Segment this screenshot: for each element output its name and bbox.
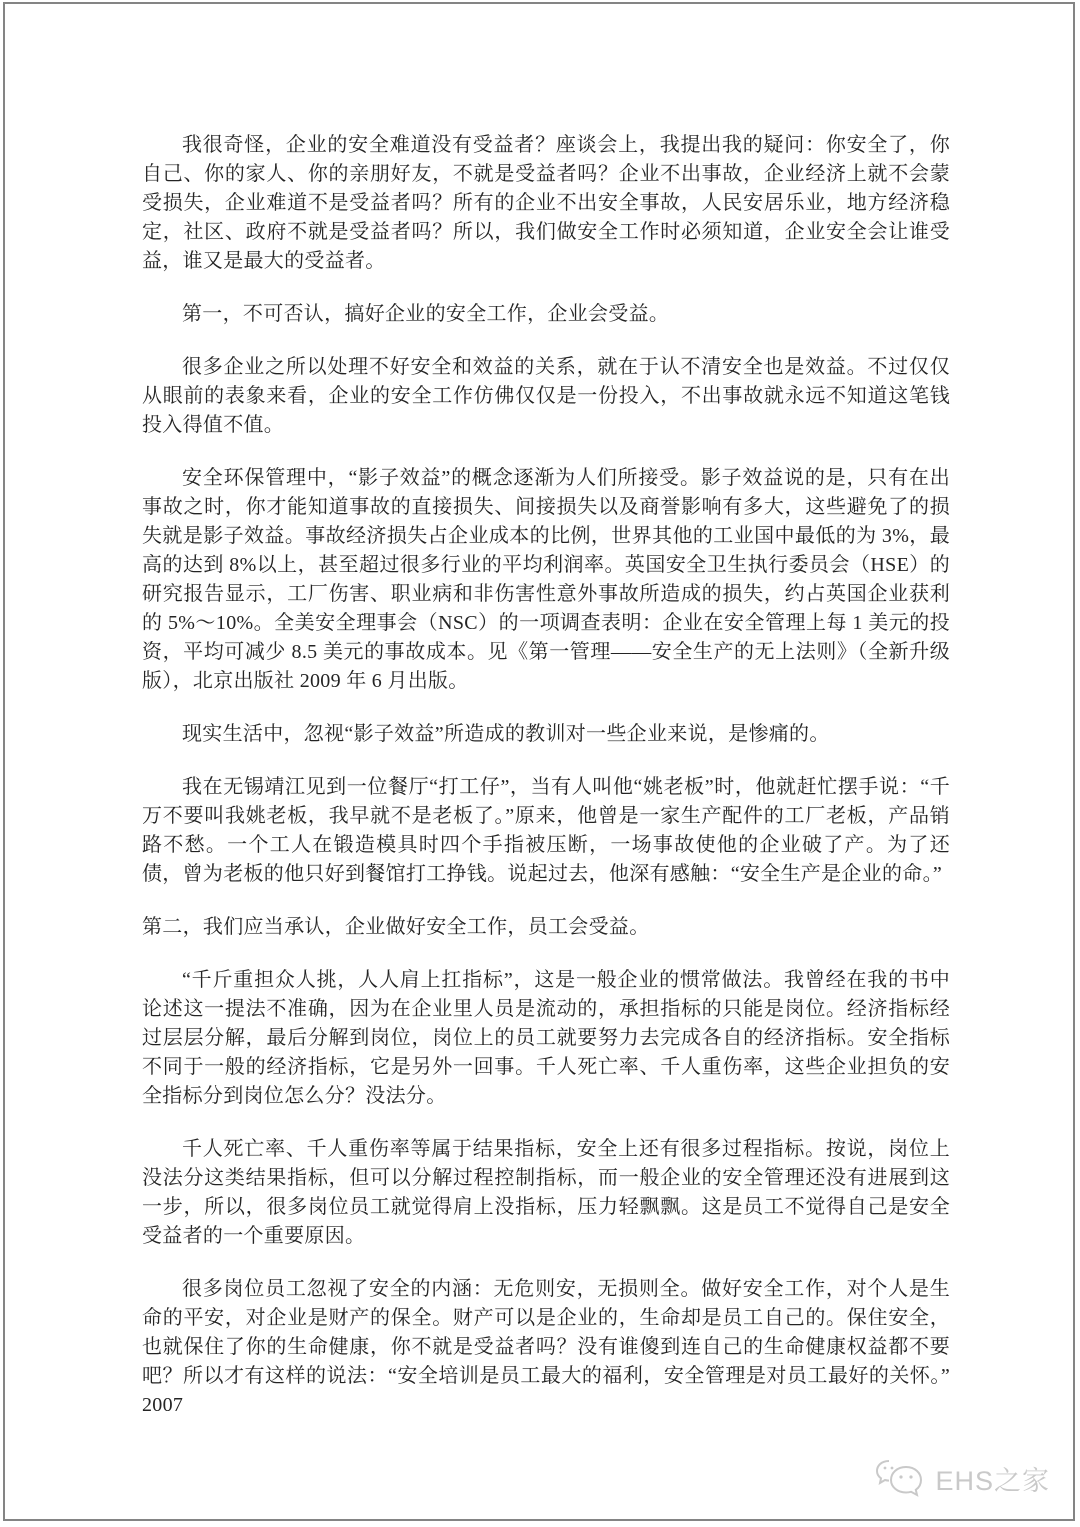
paragraph: 安全环保管理中，“影子效益”的概念逐渐为人们所接受。影子效益说的是，只有在出事故之时，你才能知道事故的直接损失、间接损失以及商誉影响有多大，这些避免了的损失就是影子效益。事故经济损失占企业成本的比例，世界其他的工业国中最低的为 3%，最高的达到 8%以上，甚至超过很多行业的平均利润率。英国安全卫生执行委员会（HSE）的研究报告显示，工厂伤害、职业病和非伤害性意外事故所造成的损失，约占英国企业获利的 5%～10%。全美安全理事会（NSC）的一项调查表明：企业在安全管理上每 1 美元的投资，平均可减少 8.5 美元的事故成本。见《第一管理——安全生产的无上法则》（全新升级版），北京出版社 2009 年 6 月出版。 — [142, 467, 950, 692]
section-heading-1: 第一，不可否认，搞好企业的安全工作，企业会受益。 — [182, 303, 670, 325]
paragraph: 千人死亡率、千人重伤率等属于结果指标，安全上还有很多过程指标。按说，岗位上没法分这类结果指标，但可以分解过程控制指标，而一般企业的安全管理还没有进展到这一步，所以，很多岗位员工就觉得肩上没指标，压力轻飘飘。这是员工不觉得自己是安全受益者的一个重要原因。 — [142, 1138, 950, 1247]
watermark-label: EHS之家 — [935, 1465, 1050, 1496]
paragraph: 我在无锡靖江见到一位餐厅“打工仔”，当有人叫他“姚老板”时，他就赶忙摆手说：“千万不要叫我姚老板，我早就不是老板了。”原来，他曾是一家生产配件的工厂老板，产品销路不愁。一个工人在锻造模具时四个手指被压断，一场事故使他的企业破了产。为了还债，曾为老板的他只好到餐馆打工挣钱。说起过去，他深有感触：“安全生产是企业的命。” — [142, 776, 950, 885]
paragraph: 很多岗位员工忽视了安全的内涵：无危则安，无损则全。做好安全工作，对个人是生命的平安，对企业是财产的保全。财产可以是企业的，生命却是员工自己的。保住安全，也就保住了你的生命健康，你不就是受益者吗？没有谁傻到连自己的生命健康权益都不要吧？所以才有这样的说法：“安全培训是员工最大的福利，安全管理是对员工最好的关怀。”2007 — [142, 1278, 950, 1416]
paragraph: 我很奇怪，企业的安全难道没有受益者？座谈会上，我提出我的疑问：你安全了，你自己、你的家人、你的亲朋好友，不就是受益者吗？企业不出事故，企业经济上就不会蒙受损失，企业难道不是受益者吗？所有的企业不出安全事故，人民安居乐业，地方经济稳定，社区、政府不就是受益者吗？所以，我们做安全工作时必须知道，企业安全会让谁受益，谁又是最大的受益者。 — [142, 134, 950, 272]
paragraph: 很多企业之所以处理不好安全和效益的关系，就在于认不清安全也是效益。不过仅仅从眼前的表象来看，企业的安全工作仿佛仅仅是一份投入，不出事故就永远不知道这笔钱投入得值不值。 — [142, 356, 950, 436]
watermark — [875, 1457, 1050, 1499]
paragraph: “千斤重担众人挑，人人肩上扛指标”，这是一般企业的惯常做法。我曾经在我的书中论述这一提法不准确，因为在企业里人员是流动的，承担指标的只能是岗位。经济指标经过层层分解，最后分解到岗位，岗位上的员工就要努力去完成各自的经济指标。安全指标不同于一般的经济指标，它是另外一回事。千人死亡率、千人重伤率，这些企业担负的安全指标分到岗位怎么分？没法分。 — [142, 969, 950, 1107]
paragraph: 现实生活中，忽视“影子效益”所造成的教训对一些企业来说，是惨痛的。 — [182, 723, 830, 745]
wechat-icon — [875, 1457, 927, 1499]
document-body — [142, 131, 950, 1444]
section-heading-2: 第二，我们应当承认，企业做好安全工作，员工会受益。 — [142, 916, 650, 938]
